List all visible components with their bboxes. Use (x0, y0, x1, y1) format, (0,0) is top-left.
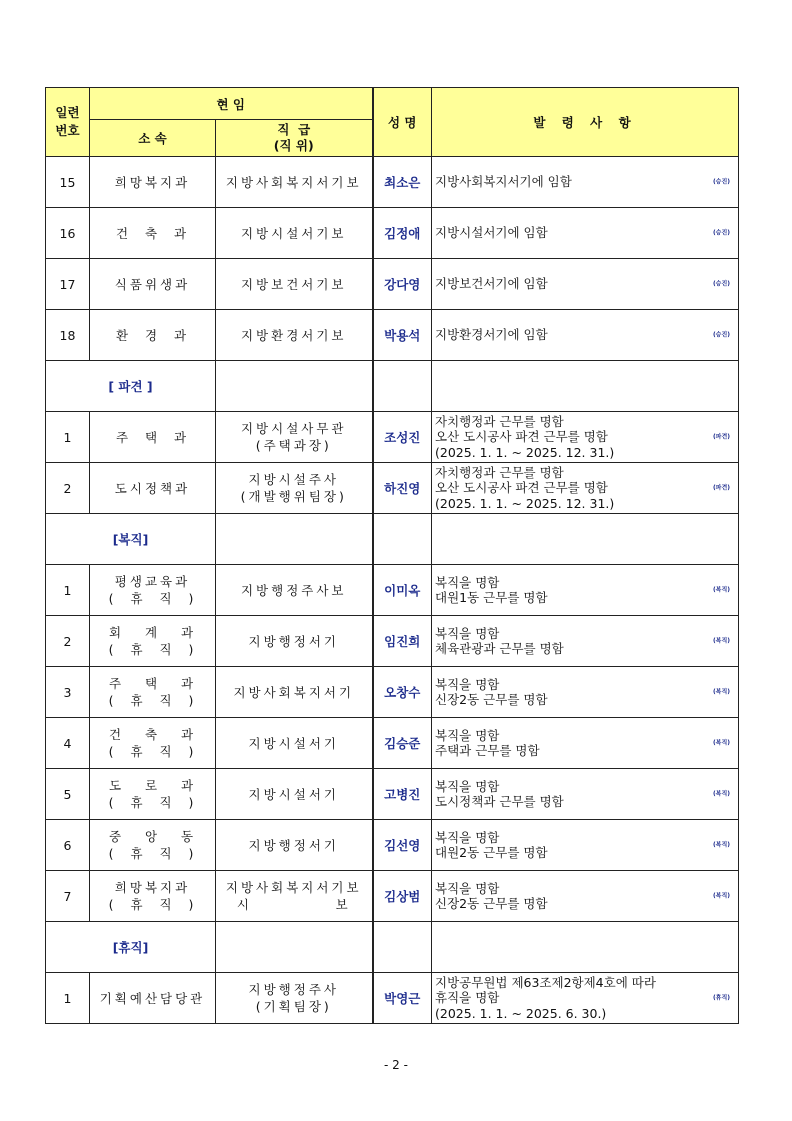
rank-cell: 지방시설서기보 (216, 208, 373, 259)
serial-cell: 1 (46, 412, 90, 463)
serial-cell: 3 (46, 667, 90, 718)
section-row (46, 922, 739, 973)
order-cell (432, 820, 739, 871)
rank-cell: 지방시설사무관 (주택과장) (216, 412, 373, 463)
header-serial: 일련 번호 (46, 88, 90, 157)
order-cell (432, 871, 739, 922)
section-title: [휴직] (46, 922, 216, 973)
name-cell: 박용석 (373, 310, 432, 361)
dept-cell: 평생교육과 ( 휴 직 ) (90, 565, 216, 616)
section-row (46, 361, 739, 412)
empty-cell (432, 922, 739, 973)
empty-cell (373, 361, 432, 412)
name-cell: 강다영 (373, 259, 432, 310)
table-row (46, 463, 739, 514)
name-cell: 임진희 (373, 616, 432, 667)
name-cell: 조성진 (373, 412, 432, 463)
serial-cell: 15 (46, 157, 90, 208)
dept-cell: 회 계 과 ( 휴 직 ) (90, 616, 216, 667)
order-text: 지방공무원법 제63조제2항제4호에 따라 휴직을 명함 (2025. 1. 1. ~ 2025. 6. 30.) (435, 974, 656, 1021)
order-text: 복직을 명함 신장2동 근무를 명함 (435, 880, 548, 911)
rank-cell: 지방시설서기 (216, 718, 373, 769)
order-tag: (복직) (712, 739, 731, 747)
order-cell (432, 973, 739, 1024)
empty-cell (432, 361, 739, 412)
order-tag: (파견) (712, 433, 731, 441)
rank-cell: 지방환경서기보 (216, 310, 373, 361)
order-text: 자치행정과 근무를 명함 오산 도시공사 파견 근무를 명함 (2025. 1. 1. ~ 2025. 12. 31.) (435, 464, 615, 511)
table-body (46, 157, 739, 1024)
dept-cell: 희망복지과 (90, 157, 216, 208)
order-tag: (복직) (712, 688, 731, 696)
order-text: 복직을 명함 신장2동 근무를 명함 (435, 676, 548, 707)
order-tag: (승진) (712, 280, 731, 288)
dept-cell: 중 앙 동 ( 휴 직 ) (90, 820, 216, 871)
empty-cell (373, 514, 432, 565)
table-row (46, 259, 739, 310)
rank-cell: 지방행정서기 (216, 616, 373, 667)
order-text: 복직을 명함 체육관광과 근무를 명함 (435, 625, 564, 656)
rank-cell: 지방보건서기보 (216, 259, 373, 310)
order-cell (432, 259, 739, 310)
order-tag: (복직) (712, 637, 731, 645)
table-row (46, 667, 739, 718)
header-rank: 직 급 (직 위) (216, 120, 373, 157)
empty-cell (216, 361, 373, 412)
order-tag: (승진) (712, 331, 731, 339)
order-tag: (휴직) (712, 994, 731, 1002)
order-tag: (승진) (712, 178, 731, 186)
order-text: 지방보건서기에 임함 (435, 276, 548, 292)
empty-cell (373, 922, 432, 973)
serial-cell: 2 (46, 616, 90, 667)
dept-cell: 도시정책과 (90, 463, 216, 514)
section-title: [ 파견 ] (46, 361, 216, 412)
order-cell (432, 565, 739, 616)
empty-cell (216, 922, 373, 973)
header-name: 성 명 (373, 88, 432, 157)
table-row (46, 310, 739, 361)
order-text: 복직을 명함 대원1동 근무를 명함 (435, 574, 548, 605)
table-row (46, 718, 739, 769)
rank-cell: 지방사회복지서기보 시 보 (216, 871, 373, 922)
table-row (46, 820, 739, 871)
order-tag: (복직) (712, 841, 731, 849)
rank-cell: 지방행정서기 (216, 820, 373, 871)
serial-cell: 1 (46, 565, 90, 616)
serial-cell: 6 (46, 820, 90, 871)
order-text: 자치행정과 근무를 명함 오산 도시공사 파견 근무를 명함 (2025. 1. 1. ~ 2025. 12. 31.) (435, 413, 615, 460)
table-row (46, 871, 739, 922)
order-text: 복직을 명함 도시정책과 근무를 명함 (435, 778, 564, 809)
name-cell: 김상범 (373, 871, 432, 922)
order-cell (432, 616, 739, 667)
personnel-order-table (45, 87, 739, 1024)
header-current: 현 임 (90, 88, 373, 120)
order-cell (432, 310, 739, 361)
dept-cell: 건 축 과 ( 휴 직 ) (90, 718, 216, 769)
rank-cell: 지방행정주사보 (216, 565, 373, 616)
name-cell: 고병진 (373, 769, 432, 820)
header-order: 발 령 사 항 (432, 88, 739, 157)
table-row (46, 565, 739, 616)
name-cell: 박영근 (373, 973, 432, 1024)
rank-cell: 지방시설주사 (개발행위팀장) (216, 463, 373, 514)
name-cell: 하진영 (373, 463, 432, 514)
name-cell: 김정애 (373, 208, 432, 259)
order-text: 복직을 명함 대원2동 근무를 명함 (435, 829, 548, 860)
order-cell (432, 463, 739, 514)
order-text: 복직을 명함 주택과 근무를 명함 (435, 727, 540, 758)
dept-cell: 희망복지과 ( 휴 직 ) (90, 871, 216, 922)
dept-cell: 식품위생과 (90, 259, 216, 310)
table-row (46, 208, 739, 259)
empty-cell (216, 514, 373, 565)
dept-cell: 환 경 과 (90, 310, 216, 361)
dept-cell: 건 축 과 (90, 208, 216, 259)
table-row (46, 157, 739, 208)
rank-cell: 지방사회복지서기보 (216, 157, 373, 208)
name-cell: 김승준 (373, 718, 432, 769)
dept-cell: 주 택 과 (90, 412, 216, 463)
order-cell (432, 769, 739, 820)
empty-cell (432, 514, 739, 565)
order-cell (432, 412, 739, 463)
order-cell (432, 208, 739, 259)
order-tag: (승진) (712, 229, 731, 237)
order-tag: (파견) (712, 484, 731, 492)
serial-cell: 7 (46, 871, 90, 922)
serial-cell: 4 (46, 718, 90, 769)
name-cell: 김선영 (373, 820, 432, 871)
name-cell: 최소은 (373, 157, 432, 208)
order-cell (432, 718, 739, 769)
order-text: 지방사회복지서기에 임함 (435, 174, 572, 190)
order-text: 지방시설서기에 임함 (435, 225, 548, 241)
table-row (46, 769, 739, 820)
section-row (46, 514, 739, 565)
header-dept: 소 속 (90, 120, 216, 157)
dept-cell: 기획예산담당관 (90, 973, 216, 1024)
rank-cell: 지방행정주사 (기획팀장) (216, 973, 373, 1024)
serial-cell: 16 (46, 208, 90, 259)
order-text: 지방환경서기에 임함 (435, 327, 548, 343)
name-cell: 오창수 (373, 667, 432, 718)
serial-cell: 1 (46, 973, 90, 1024)
name-cell: 이미옥 (373, 565, 432, 616)
dept-cell: 주 택 과 ( 휴 직 ) (90, 667, 216, 718)
section-title: [복직] (46, 514, 216, 565)
order-tag: (복직) (712, 586, 731, 594)
order-tag: (복직) (712, 790, 731, 798)
rank-cell: 지방시설서기 (216, 769, 373, 820)
dept-cell: 도 로 과 ( 휴 직 ) (90, 769, 216, 820)
table-row (46, 973, 739, 1024)
order-cell (432, 157, 739, 208)
serial-cell: 17 (46, 259, 90, 310)
page-number: - 2 - (384, 1058, 408, 1072)
order-cell (432, 667, 739, 718)
order-tag: (복직) (712, 892, 731, 900)
serial-cell: 5 (46, 769, 90, 820)
serial-cell: 2 (46, 463, 90, 514)
table-row (46, 412, 739, 463)
table-row (46, 616, 739, 667)
serial-cell: 18 (46, 310, 90, 361)
rank-cell: 지방사회복지서기 (216, 667, 373, 718)
